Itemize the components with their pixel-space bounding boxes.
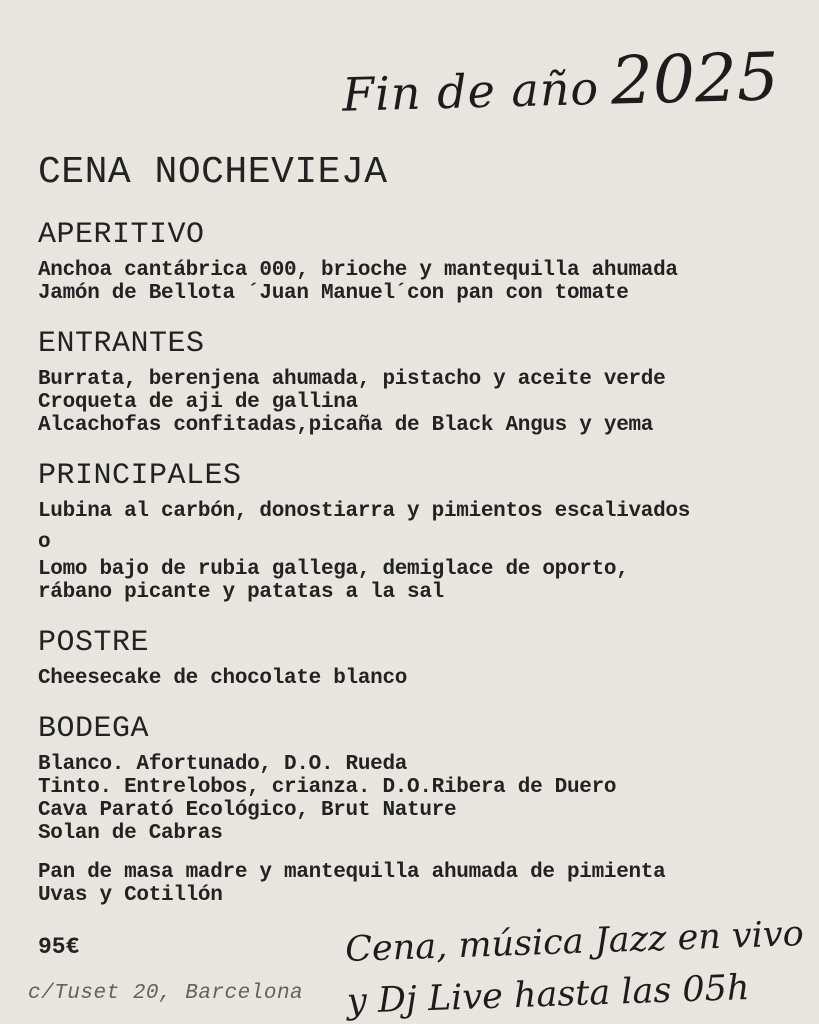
section-postre: [38, 626, 783, 690]
menu-title: CENA NOCHEVIEJA: [38, 151, 388, 194]
header-script-year: 2025: [610, 38, 780, 120]
section-heading-bodega: BODEGA: [38, 712, 150, 746]
header-script-fin-de-ano: [341, 38, 780, 126]
menu-item: Anchoa cantábrica 000, brioche y mantequilla ahumada: [38, 259, 678, 282]
menu-item: Jamón de Bellota ´Juan Manuel´con pan con tomate: [38, 282, 629, 305]
section-items: [38, 667, 783, 690]
menu-item-continuation: rábano picante y patatas a la sal: [38, 581, 444, 604]
menu-item: Cheesecake de chocolate blanco: [38, 667, 408, 690]
menu-item-or-separator: o: [38, 531, 51, 554]
section-items: [38, 753, 783, 845]
section-items: [38, 259, 783, 305]
restaurant-address: c/Tuset 20, Barcelona: [28, 982, 304, 1005]
menu-item: Lomo bajo de rubia gallega, demiglace de oporto,: [38, 558, 629, 581]
menu-item: Cava Parató Ecológico, Brut Nature: [38, 799, 457, 822]
supplement-item: Uvas y Cotillón: [38, 884, 223, 907]
supplement-item: Pan de masa madre y mantequilla ahumada de pimienta: [38, 861, 666, 884]
section-bodega: [38, 712, 783, 845]
menu-item: Burrata, berenjena ahumada, pistacho y aceite verde: [38, 368, 666, 391]
menu-item: Solan de Cabras: [38, 822, 223, 845]
menu-item: Tinto. Entrelobos, crianza. D.O.Ribera de Duero: [38, 776, 617, 799]
section-principales: [38, 459, 783, 604]
section-heading-aperitivo: APERITIVO: [38, 218, 205, 252]
menu-item: Croqueta de aji de gallina: [38, 391, 358, 414]
menu-item: Alcachofas confitadas,picaña de Black Angus y yema: [38, 414, 654, 437]
footer-script-line1: Cena, música Jazz en vivo: [344, 914, 805, 971]
footer-script-note: [345, 908, 807, 1024]
section-items: [38, 368, 783, 437]
section-heading-postre: POSTRE: [38, 626, 150, 660]
footer-script-line2: y Dj Live hasta las 05h: [346, 967, 751, 1022]
section-heading-principales: PRINCIPALES: [38, 459, 242, 493]
section-aperitivo: [38, 218, 783, 305]
section-heading-entrantes: ENTRANTES: [38, 327, 205, 361]
header-script-prefix: Fin de año: [341, 60, 600, 122]
section-entrantes: [38, 327, 783, 437]
menu-item: Lubina al carbón, donostiarra y pimientos escalivados: [38, 500, 691, 523]
menu-item: Blanco. Afortunado, D.O. Rueda: [38, 753, 408, 776]
section-items: [38, 500, 783, 604]
menu-price: 95€: [38, 934, 80, 960]
menu-content: [38, 150, 783, 961]
supplements: [38, 861, 783, 907]
